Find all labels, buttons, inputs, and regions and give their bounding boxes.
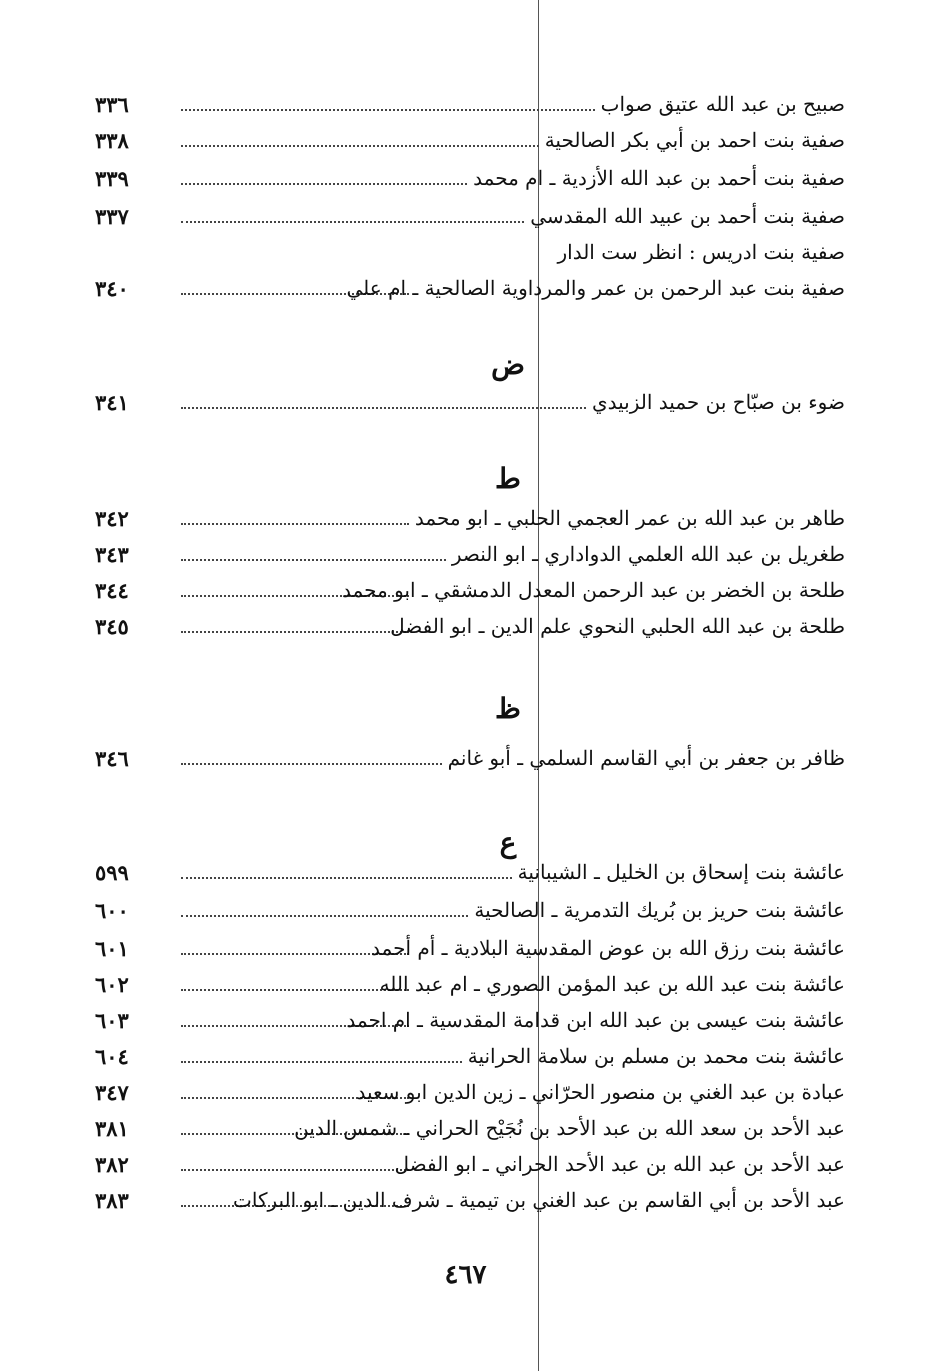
entry-name: صفية بنت احمد بن أبي بكر الصالحية [544, 128, 845, 152]
entry-name: طلحة بن عبد الله الحلبي النحوي علم الدين ـ ابو الفضل [390, 614, 845, 638]
index-entry [95, 1072, 845, 1106]
entry-name: عائشة بنت عبد الله بن عبد المؤمن الصوري ـ ام عبد الله [379, 972, 845, 996]
entry-name: صفية بنت عبد الرحمن بن عمر والمرداوية الصالحية ـ ام علي [346, 276, 845, 300]
entry-page-number: ٣٨١ [95, 1116, 129, 1141]
entry-page-number: ٣٤٣ [95, 542, 129, 567]
entry-page-number: ٣٣٨ [95, 128, 129, 153]
section-letter-za: ظ [495, 692, 521, 725]
entry-name: عائشة بنت عيسى بن عبد الله ابن قدامة المقدسية ـ ام احمد [346, 1008, 845, 1032]
entry-name: عائشة بنت رزق الله بن عوض المقدسية البلادية ـ أم أحمد [371, 936, 845, 960]
entry-page-number: ٦٠١ [95, 936, 129, 961]
dot-leader [181, 877, 512, 879]
dot-leader [181, 559, 446, 561]
dot-leader [181, 1061, 462, 1063]
entry-page-number: ٣٤٤ [95, 578, 129, 603]
index-entry [95, 1180, 845, 1214]
dot-leader [181, 221, 524, 223]
entry-name: عائشة بنت إسحاق بن الخليل ـ الشيبانية [517, 860, 845, 884]
index-entry [95, 964, 845, 998]
entry-name: صفية بنت أحمد بن عبيد الله المقدسي [530, 204, 845, 228]
entry-page-number: ٣٨٢ [95, 1152, 129, 1177]
index-entry [95, 1144, 845, 1178]
dot-leader [181, 523, 409, 525]
dot-leader [181, 1169, 409, 1171]
index-entry [95, 928, 845, 962]
dot-leader [181, 145, 539, 147]
index-entry [95, 890, 845, 924]
dot-leader [181, 631, 409, 633]
entry-page-number: ٣٣٧ [95, 204, 129, 229]
index-entry [95, 382, 845, 416]
dot-leader [181, 407, 586, 409]
entry-page-number: ٦٠٠ [95, 898, 129, 923]
index-entry [95, 498, 845, 532]
entry-page-number: ٣٤١ [95, 390, 129, 415]
dot-leader [181, 989, 409, 991]
page-number: ٤٦٧ [444, 1260, 487, 1290]
entry-page-number: ٣٣٦ [95, 92, 129, 117]
entry-name: عبد الأحد بن عبد الله بن عبد الأحد الحراني ـ ابو الفضل [394, 1152, 845, 1176]
dot-leader [181, 109, 595, 111]
dot-leader [181, 763, 442, 765]
entry-page-number: ٣٣٩ [95, 166, 129, 191]
index-entry [95, 738, 845, 772]
index-entry [95, 606, 845, 640]
index-entry [95, 1036, 845, 1070]
entry-name: طلحة بن الخضر بن عبد الرحمن المعدل الدمشقي ـ ابو محمد [342, 578, 845, 602]
index-entry [95, 232, 845, 266]
entry-page-number: ٣٤٦ [95, 746, 129, 771]
entry-name: صفية بنت أحمد بن عبد الله الأزدية ـ ام محمد [473, 166, 845, 190]
entry-page-number: ٥٩٩ [95, 860, 129, 885]
index-entry [95, 84, 845, 118]
entry-page-number: ٣٤٠ [95, 276, 129, 301]
section-letter-dad: ض [491, 348, 525, 381]
section-letter-ta: ط [495, 462, 521, 495]
index-entry [95, 268, 845, 302]
dot-leader [181, 183, 467, 185]
entry-page-number: ٦٠٢ [95, 972, 129, 997]
entry-name: عبد الأحد بن سعد الله بن عبد الأحد بن نُجَيْح الحراني ـ شمس الدين [294, 1116, 845, 1140]
section-letter-ain: ع [499, 826, 517, 859]
entry-page-number: ٦٠٣ [95, 1008, 129, 1033]
entry-name: عبد الأحد بن أبي القاسم بن عبد الغني بن تيمية ـ شرف الدين ـ ابو البركات [233, 1188, 845, 1212]
entry-page-number: ٦٠٤ [95, 1044, 129, 1069]
index-entry [95, 1000, 845, 1034]
index-entry [95, 570, 845, 604]
entry-page-number: ٣٤٥ [95, 614, 129, 639]
index-entry [95, 1108, 845, 1142]
index-entry [95, 120, 845, 154]
entry-name: عائشة بنت حريز بن بُريك التدمرية ـ الصالحية [474, 898, 845, 922]
entry-name: طغريل بن عبد الله العلمي الدواداري ـ ابو النصر [451, 542, 845, 566]
entry-page-number: ٣٤٧ [95, 1080, 129, 1105]
index-entry [95, 158, 845, 192]
entry-name: عبادة بن عبد الغني بن منصور الحرّاني ـ زين الدين ابو سعيد [356, 1080, 845, 1104]
entry-page-number: ٣٨٣ [95, 1188, 129, 1213]
entry-name: ضوء بن صبّاح بن حميد الزبيدي [591, 390, 845, 414]
index-entry [95, 534, 845, 568]
entry-name: ظافر بن جعفر بن أبي القاسم السلمي ـ أبو غانم [447, 746, 845, 770]
entry-name: طاهر بن عبد الله بن عمر العجمي الحلبي ـ ابو محمد [414, 506, 845, 530]
entry-name: صفية بنت ادريس : انظر ست الدار [557, 240, 845, 264]
entry-page-number: ٣٤٢ [95, 506, 129, 531]
entry-name: عائشة بنت محمد بن مسلم بن سلامة الحرانية [467, 1044, 845, 1068]
index-entry [95, 196, 845, 230]
dot-leader [181, 915, 468, 917]
entry-name: صبيح بن عبد الله عتيق صواب [600, 92, 845, 116]
